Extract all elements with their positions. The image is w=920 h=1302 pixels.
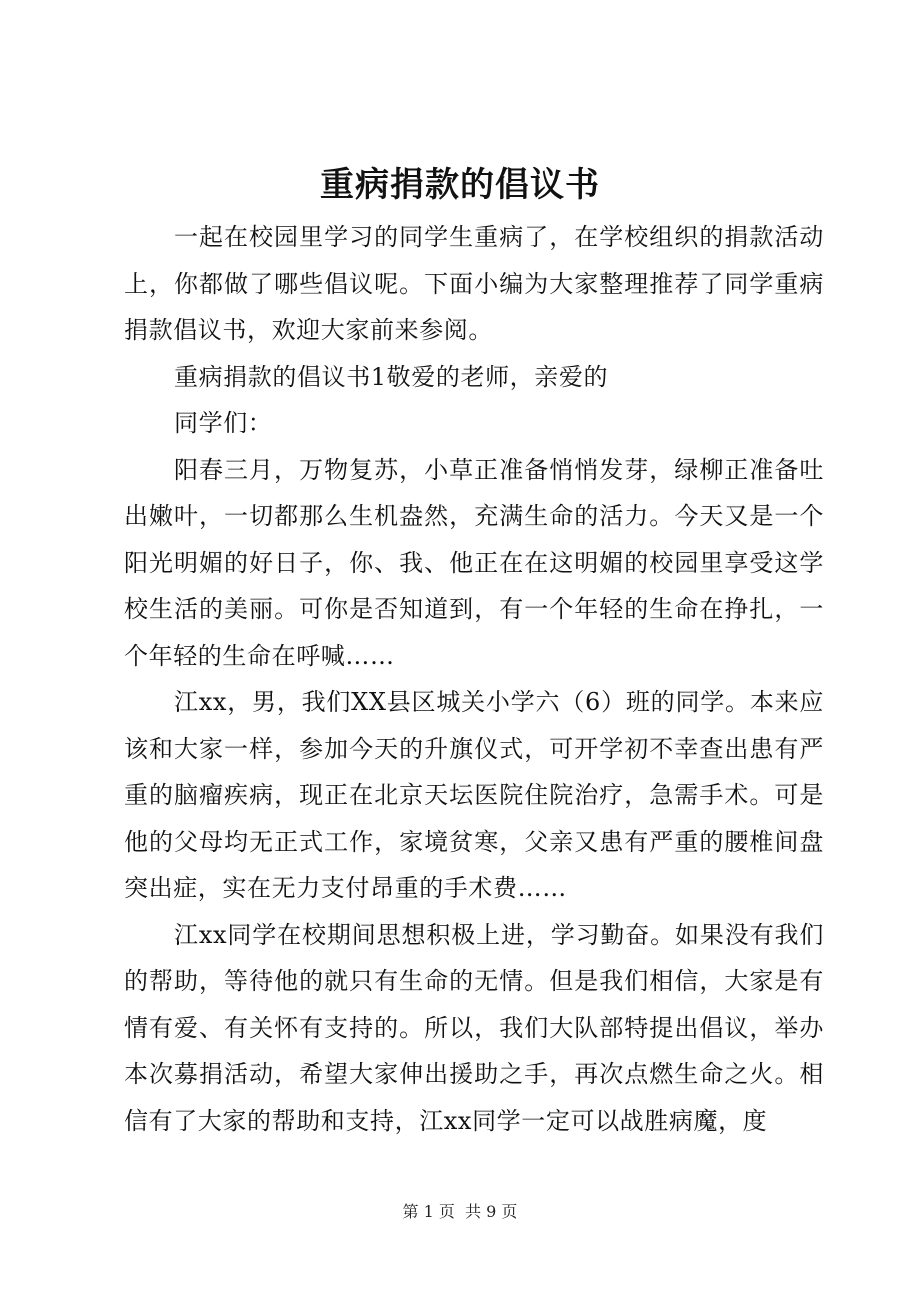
paragraph-spring: 阳春三月，万物复苏，小草正准备悄悄发芽，绿柳正准备吐出嫩叶，一切都那么生机盎然，充满生命的活力。今天又是一个阳光明媚的好日子，你、我、他正在在这明媚的校园里享受这学校生活的美丽。可你是否知道到，有一个年轻的生命在挣扎，一个年轻的生命在呼喊…… <box>124 455 824 670</box>
document-title: 重病捐款的倡议书 <box>320 165 600 205</box>
paragraph-salutation: 同学们： <box>174 409 273 437</box>
paragraph-intro: 一起在校园里学习的同学生重病了，在学校组织的捐款活动上，你都做了哪些倡议呢。下面小编为大家整理推荐了同学重病捐款倡议书，欢迎大家前来参阅。 <box>124 223 824 344</box>
page-number-footer: 第 1 页 共 9 页 <box>402 1202 518 1221</box>
paragraph-student-info: 江xx，男，我们XX县区城关小学六（6）班的同学。本来应该和大家一样，参加今天的升旗仪式，可开学初不幸查出患有严重的脑瘤疾病，现正在北京天坛医院住院治疗，急需手术。可是他的父母均无正式工作，家境贫寒，父亲又患有严重的腰椎间盘突出症，实在无力支付昂重的手术费…… <box>124 688 824 902</box>
paragraph-heading-line: 重病捐款的倡议书1敬爱的老师，亲爱的 <box>174 362 609 391</box>
document-body <box>124 214 824 1144</box>
paragraph-appeal: 江xx同学在校期间思想积极上进，学习勤奋。如果没有我们的帮助，等待他的就只有生命的无情。但是我们相信，大家是有情有爱、有关怀有支持的。所以，我们大队部特提出倡议，举办本次募捐活动，希望大家伸出援助之手，再次点燃生命之火。相信有了大家的帮助和支持，江xx同学一定可以战胜病魔，度 <box>124 920 824 1135</box>
